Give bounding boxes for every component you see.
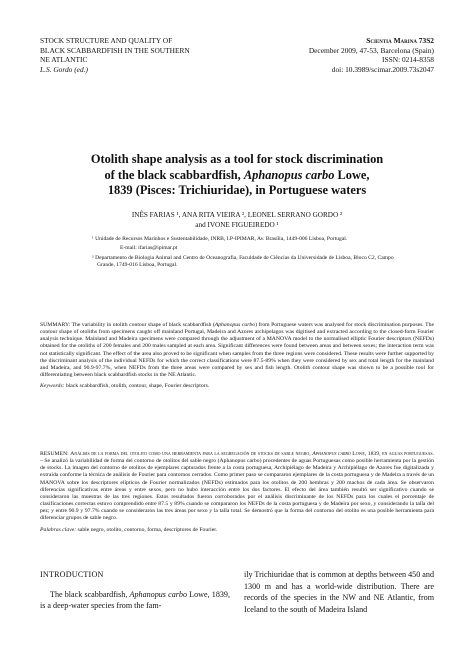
corresponding-email: E-mail: ifarias@ipimar.pt — [120, 245, 178, 252]
doi: doi: 10.3989/scimar.2009.73s2047 — [331, 64, 434, 74]
intro-paragraph: The black scabbardfish, Aphanopus carbo Lowe, 1839, is a deep-water species from the fam- — [40, 589, 230, 611]
author-list — [40, 211, 434, 230]
title-line-1: Otolith shape analysis as a tool for stock discrimination — [90, 152, 384, 166]
keywords-label: Keywords: — [40, 383, 65, 390]
summary-label: SUMMARY: — [40, 322, 72, 328]
body-column-left — [40, 569, 230, 612]
affiliation-1: ¹ Unidade de Recursos Marinhos e Sustentabilidade, INRB, I.P-IPIMAR, Av. Brasília, 1449-006 Lisboa, Portugal. — [92, 236, 348, 242]
journal-name: Scientia Marina 73S2 — [366, 36, 434, 45]
title-line-2: of the black scabbardfish, Aphanopus carbo Lowe, — [104, 167, 370, 182]
english-abstract — [40, 322, 434, 394]
article-title — [40, 152, 434, 199]
series-title-line-1: STOCK STRUCTURE AND QUALITY OF — [40, 36, 173, 45]
resumen-species: Aphanopus carbo — [312, 451, 351, 457]
body-column-right: ily Trichiuridae that is common at depths between 450 and 1300 m and has a world-wide distribution. There are records of the species in the NW and NE Atlantic, from Iceland to the south of Madeira Island — [244, 570, 434, 614]
introduction-heading: INTRODUCTION — [40, 570, 104, 579]
summary-paragraph: SUMMARY: The variability in otolith contour shape of black scabbardfish (Aphanopus carbo) from Portuguese waters was analysed for stock discrimination purposes. The contour shape of otoliths from specimens caught off mainland Portugal, Madeira and Azores archipelagos was digitised and extracted according to the closed-form Fourier analysis technique. Mainland and Madeira specimens were compared through the adjustment of a MANOVA model to the normalised elliptic Fourier descriptors (NEFDs) obtained for the otoliths of 200 females and 200 males sampled at each area. Significant differences were found between areas and between sexes; the interaction term was not statistically significant. The effect of the area also proved to be significant when samples from the three regions were considered. These results were further supported by the discriminant analysis of the individual NEFDs for which the correct classifications were 87.5-89% when they were considered by sex and total length for the mainland and Madeira, and 90.9-97.7%, when NEFDs from the three areas were compared by sex and fish length. Otolith contour shape was shown to be a possible tool for differentiating between black scabbardfish stocks in the NE Atlantic. — [40, 322, 434, 379]
title-species: Aphanopus carbo — [243, 167, 335, 182]
affiliations — [92, 236, 404, 271]
issn: ISSN: 0214-8358 — [382, 55, 434, 65]
running-header-left — [40, 36, 280, 74]
resumen-label: RESUMEN: — [40, 451, 71, 457]
authors-line-1: INÊS FARIAS ¹, ANA RITA VIEIRA ², LEONEL SERRANO GORDO ² — [131, 211, 343, 219]
title-line-3: 1839 (Pisces: Trichiuridae), in Portuguese waters — [107, 183, 367, 197]
spanish-abstract — [40, 451, 434, 538]
issue-date-pages: December 2009, 47-53, Barcelona (Spain) — [308, 45, 434, 55]
affiliation-2: ² Departamento de Biologia Animal and Centro de Oceanografia, Faculdade de Ciências da Universidade de Lisboa, Bloco C2, Campo Grande, 1749-016 Lisboa, Portugal. — [92, 254, 394, 268]
palabras-clave: Palabras clave: sable negro, otolito, contorno, forma, descriptores de Fourier. — [40, 526, 218, 533]
series-title-line-2: BLACK SCABBARDFISH IN THE SOUTHERN — [40, 45, 190, 55]
editor-credit: L.S. Gordo (ed.) — [40, 64, 88, 74]
palabras-clave-label: Palabras clave: — [40, 526, 77, 533]
keywords: Keywords: black scabbardfish, otolith, contour, shape, Fourier descriptors. — [40, 383, 210, 390]
summary-species: Aphanopus carbo — [214, 322, 256, 328]
intro-species: Aphanopus carbo — [129, 589, 187, 599]
resumen-paragraph: RESUMEN: Análisis de la forma del otolito como una herramienta para la segregación de stocks de sable negro, Aphanopus carbo Lowe, 1839, en aguas portuguesas. – Se analizó la variabilidad de forma del contorno de otolitos del sable negro (Aphanopus carbo) procedentes de aguas Portuguesas como posible herramienta por la gestión de stocks. La imagen del contorno de otolitos de ejemplares capturados frente a la costa portuguesa, Archipiélago de Madeira y Archipiélago de Azores fue digitalizada y extraída conforme la técnica de análisis de Fourier para contornos cerrados. Como primer paso se compararon ejemplares de la costa portuguesa y de Madeira a través de un MANOVA sobre los descriptores elípticos de Fourier normalizados (NEFDs) estimados para los otolitos de 200 hembras y 200 machos de cada área. Se observaron diferencias significativas entre áreas y entre sexos, pero no hubo interacción entre los dos factores. El efecto del área también resultó ser significativo cuando se consideraron las muestras de las tres regiones. Estos resultados fueron corroborados por el análisis discriminante de los NEFDs para los cuales el porcentaje de clasificaciones correctas estuvo comprendido entre 87.5 y 89% cuando se compararon los NEFDs de la costa portuguesa y de Madeira por sexo, y considerando la talla del pez; y entre 90.9 y 97.7% cuando se consideraron las tres áreas por sexo y la talla total. Se demostró que la forma del contorno del otolito es una posible herramienta para diferenciar grupos de sable negro. — [40, 451, 435, 522]
authors-line-2: and IVONE FIGUEIREDO ¹ — [195, 220, 279, 229]
running-header-right — [254, 36, 434, 74]
series-title-line-3: NE ATLANTIC — [40, 55, 88, 65]
